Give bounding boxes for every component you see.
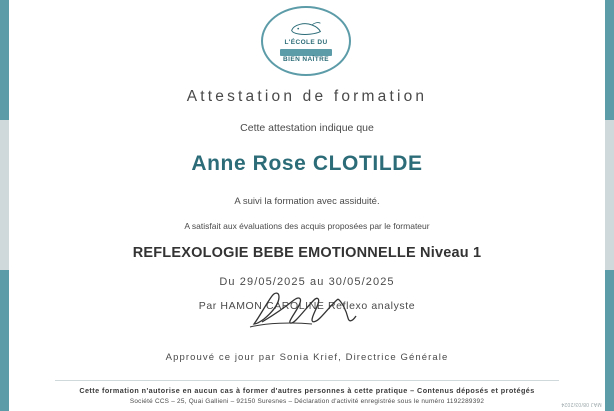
certificate-body [0,88,614,312]
recipient-name: Anne Rose CLOTILDE [191,152,423,175]
footer-divider [55,380,559,381]
course-dates: Du 29/05/2025 au 30/05/2025 [219,276,395,288]
approval-statement: Approuvé ce jour par Sonia Krief, Directrice Générale [165,352,449,363]
page-title: Attestation de formation [186,88,428,105]
logo-text-line2: BIEN NAÎTRE [283,56,329,63]
evaluation-statement: A satisfait aux évaluations des acquis proposées par le formateur [184,221,430,231]
logo-content [261,6,351,76]
handwritten-signature [242,286,372,332]
footer-legal-notice: Cette formation n'autorise en aucun cas à former d'autres personnes à cette pratique – Contenus déposés et protégés [79,386,535,395]
logo-text-line1: L'ÉCOLE DU [284,39,328,46]
course-title: REFLEXOLOGIE BEBE EMOTIONNELLE Niveau 1 [132,245,482,261]
whale-icon [288,18,324,38]
logo [261,6,353,78]
footer [0,386,614,405]
footer-company-info: Société CCS – 25, Quai Gallieni – 92150 Suresnes – Déclaration d'activité enregistrée sous le numéro 1192289392 [129,398,485,405]
footer-revision-code: MAJ 08/03/2024 [561,401,602,407]
trainer-name: Par HAMON CAROLINE Reflexo analyste [198,300,416,312]
attendance-statement: A suivi la formation avec assiduité. [234,196,380,207]
certificate-subtitle: Cette attestation indique que [240,122,374,134]
logo-underline [280,49,332,56]
